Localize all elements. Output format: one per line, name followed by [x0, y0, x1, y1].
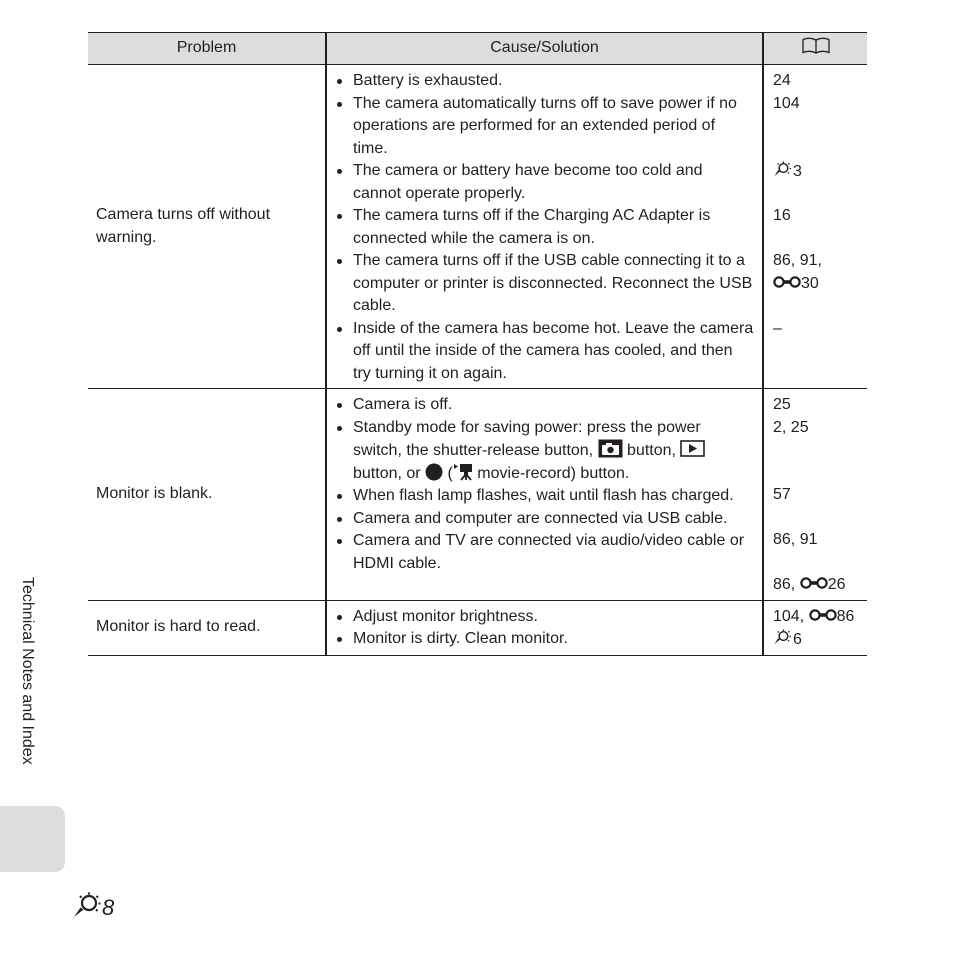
- reference-value: –: [773, 319, 782, 337]
- reference-link[interactable]: [773, 606, 863, 629]
- cause-item: The camera automatically turns off to save power if no operations are performed for an extended period of time.: [353, 93, 754, 161]
- camera-icon: [598, 439, 623, 458]
- cause-item: Adjust monitor brightness.: [353, 606, 754, 629]
- reference-page: 26: [827, 576, 846, 593]
- cause-text: Standby mode for saving power: press the power switch, the shutter-release button,: [353, 418, 701, 459]
- reference-link[interactable]: 86, 91: [773, 531, 818, 548]
- problem-cell: Camera turns off without warning.: [88, 65, 326, 389]
- reference-page: 30: [801, 274, 819, 292]
- cause-text: movie-record) button.: [477, 464, 630, 482]
- cause-item: Monitor is dirty. Clean monitor.: [353, 628, 754, 651]
- cause-item: Inside of the camera has become hot. Leave the camera off until the inside of the camera has cooled, and then try turning it on again.: [353, 318, 754, 386]
- table-row: [88, 600, 867, 655]
- cause-text: button, or: [353, 464, 421, 482]
- reference-link[interactable]: 57: [773, 486, 791, 503]
- header-cause-solution: Cause/Solution: [326, 33, 763, 65]
- cause-item: The camera or battery have become too cold and cannot operate properly.: [353, 160, 754, 205]
- book-icon: [801, 37, 831, 55]
- reference-link[interactable]: [773, 160, 863, 205]
- cause-cell: [326, 600, 763, 655]
- reference-link[interactable]: [773, 628, 863, 652]
- menu-reference-icon: [800, 576, 828, 590]
- reference-page: 3: [793, 163, 802, 180]
- table-header-row: [88, 33, 867, 65]
- reference-link[interactable]: 25: [773, 396, 791, 413]
- cause-item: The camera turns off if the Charging AC Adapter is connected while the camera is on.: [353, 205, 754, 250]
- reference-link[interactable]: 24: [773, 72, 791, 89]
- reference-link[interactable]: [773, 273, 863, 318]
- tip-icon: [773, 628, 792, 646]
- menu-reference-icon: [773, 275, 801, 289]
- reference-cell: [763, 65, 867, 389]
- cause-item: Battery is exhausted.: [353, 70, 754, 93]
- tip-icon: [72, 891, 102, 919]
- page-number-value: 8: [102, 895, 115, 920]
- reference-link[interactable]: 2, 25: [773, 418, 809, 436]
- cause-item: Camera is off.: [353, 394, 754, 417]
- reference-link[interactable]: [773, 574, 863, 597]
- cause-item: When flash lamp flashes, wait until flash has charged.: [353, 485, 754, 508]
- cause-cell: [326, 65, 763, 389]
- reference-link[interactable]: 16: [773, 207, 791, 224]
- cause-text: button,: [627, 442, 676, 459]
- reference-cell: [763, 389, 867, 601]
- play-icon: [680, 440, 705, 457]
- cause-text: (: [447, 464, 453, 482]
- circle-icon: [425, 463, 443, 481]
- page-number: [72, 891, 114, 921]
- cause-item: Camera and TV are connected via audio/video cable or HDMI cable.: [353, 530, 754, 575]
- problem-cell: Monitor is hard to read.: [88, 600, 326, 655]
- cause-item: The camera turns off if the USB cable connecting it to a computer or printer is disconnected. Reconnect the USB cable.: [353, 250, 754, 318]
- movie-icon: [453, 463, 473, 481]
- cause-item: Camera and computer are connected via USB cable.: [353, 508, 754, 531]
- reference-cell: [763, 600, 867, 655]
- table-row: [88, 389, 867, 601]
- troubleshooting-table: [88, 32, 867, 656]
- reference-page: 86,: [773, 576, 796, 593]
- reference-page: 86: [836, 607, 855, 625]
- reference-page: 104,: [773, 607, 805, 625]
- cause-item: [353, 417, 754, 486]
- header-reference: [763, 33, 867, 65]
- problem-cell: Monitor is blank.: [88, 389, 326, 601]
- section-tab-label: Technical Notes and Index: [19, 577, 36, 765]
- tip-icon: [773, 160, 792, 178]
- reference-link[interactable]: 86, 91,: [773, 252, 822, 269]
- menu-reference-icon: [809, 608, 837, 622]
- cause-cell: [326, 389, 763, 601]
- table-row: [88, 65, 867, 389]
- reference-link[interactable]: 104: [773, 94, 800, 112]
- reference-page: 6: [793, 631, 802, 648]
- section-tab[interactable]: [0, 806, 65, 872]
- header-problem: Problem: [88, 33, 326, 65]
